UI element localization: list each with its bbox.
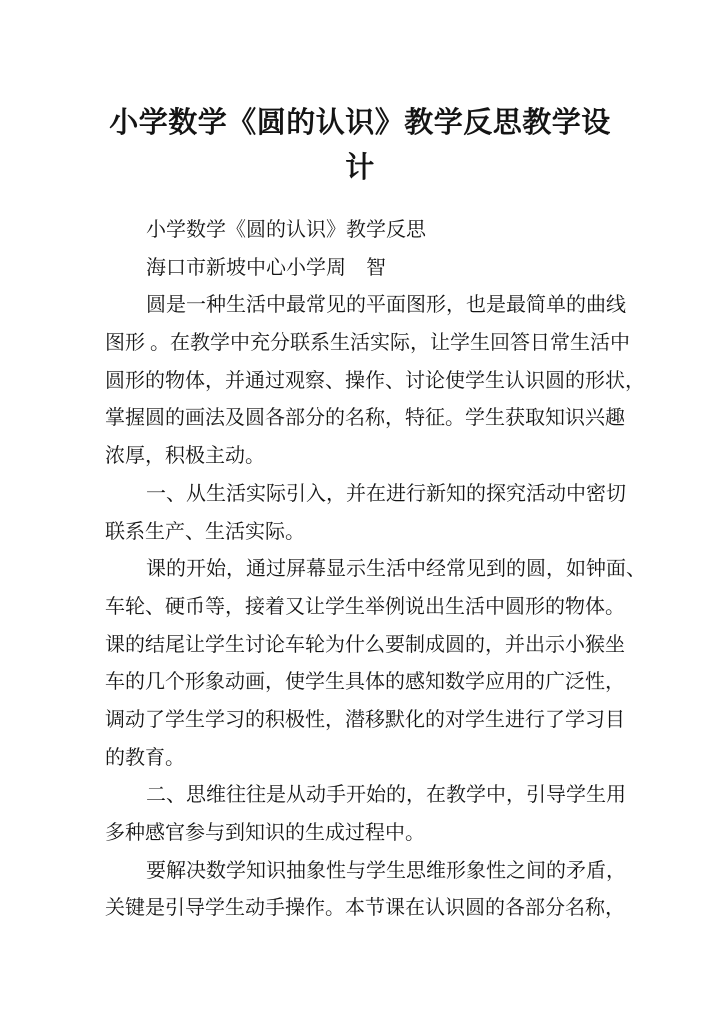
text-line: 多种感官参与到知识的生成过程中。 [105, 822, 425, 844]
text-line: 圆是一种生活中最常见的平面图形，也是最简单的曲线 [146, 294, 626, 317]
text-line: 掌握圆的画法及圆各部分的名称，特征。学生获取知识兴趣 [105, 407, 625, 430]
text-line: 浓厚，积极主动。 [105, 445, 265, 468]
text-line: 二、思维往往是从动手开始的，在教学中，引导学生用 [146, 784, 626, 807]
title-line: 计 [345, 152, 375, 185]
text-line: 海口市新坡中心小学周 智 [146, 256, 386, 279]
text-line: 联系生产、生活实际。 [105, 520, 305, 543]
text-line: 图形 。在教学中充分联系生活实际，让学生回答日常生活中 [105, 332, 630, 355]
title-line: 小学数学《圆的认识》教学反思教学设 [109, 107, 611, 140]
text-line: 车的几个形象动画，使学生具体的感知数学应用的广泛性， [105, 671, 625, 694]
text-line: 小学数学《圆的认识》教学反思 [146, 219, 426, 241]
text-line: 课的结尾让学生讨论车轮为什么要制成圆的，并出示小猴坐 [105, 633, 625, 656]
text-line: 关键是引导学生动手操作。本节课在认识圆的各部分名称， [105, 897, 625, 920]
text-line: 课的开始，通过屏幕显示生活中经常见到的圆，如钟面、 [146, 558, 646, 581]
text-line: 调动了学生学习的积极性，潜移默化的对学生进行了学习目 [105, 708, 625, 731]
text-line: 车轮、硬币等，接着又让学生举例说出生活中圆形的物体。 [105, 595, 625, 618]
document-body [105, 212, 646, 928]
text-line: 要解决数学知识抽象性与学生思维形象性之间的矛盾， [146, 859, 626, 882]
text-line: 一、从生活实际引入，并在进行新知的探究活动中密切 [146, 482, 626, 505]
text-line: 圆形的物体，并通过观察、操作、讨论使学生认识圆的形状， [105, 369, 645, 392]
document-title [0, 101, 720, 191]
text-line: 的教育。 [105, 746, 185, 769]
